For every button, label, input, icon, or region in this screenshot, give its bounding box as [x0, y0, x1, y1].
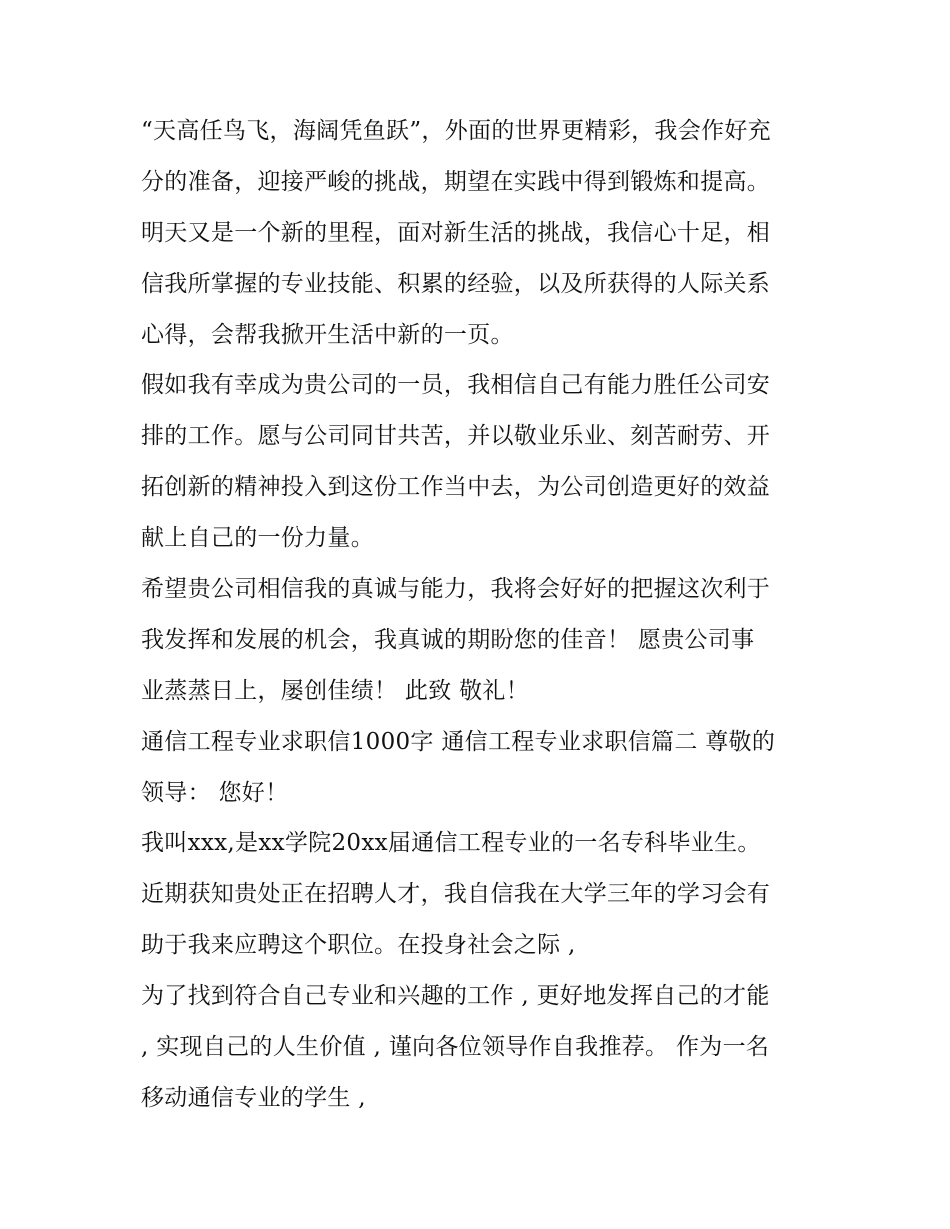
text-line-9: 献上自己的一份力量。: [141, 525, 374, 552]
text-line-5: 心得，会帮我掀开生活中新的一页。: [141, 321, 514, 348]
text-line-15: 我叫xxx,是xx学院20xx届通信工程专业的一名专科毕业生。: [141, 830, 761, 857]
text-line-6: 假如我有幸成为贵公司的一员，我相信自己有能力胜任公司安: [141, 372, 771, 399]
text-line-12: 业蒸蒸日上，屡创佳绩！ 此致 敬礼！: [141, 677, 530, 704]
text-line-18: 为了找到符合自己专业和兴趣的工作 , 更好地发挥自己的才能: [141, 983, 770, 1010]
text-line-2: 分的准备，迎接严峻的挑战，期望在实践中得到锻炼和提高。: [141, 168, 771, 195]
document-body: [141, 106, 821, 1124]
text-line-17: 助于我来应聘这个职位。在投身社会之际 ,: [141, 932, 576, 959]
text-line-16: 近期获知贵处正在招聘人才，我自信我在大学三年的学习会有: [141, 881, 771, 908]
text-line-10: 希望贵公司相信我的真诚与能力，我将会好好的把握这次利于: [141, 576, 771, 603]
text-line-14: 领导： 您好！: [141, 779, 289, 806]
text-line-4: 信我所掌握的专业技能、积累的经验，以及所获得的人际关系: [141, 270, 771, 297]
text-line-3: 明天又是一个新的里程，面对新生活的挑战，我信心十足，相: [141, 219, 771, 246]
text-line-20: 移动通信专业的学生 ,: [141, 1084, 366, 1111]
text-line-13: 通信工程专业求职信1000字 通信工程专业求职信篇二 尊敬的: [141, 728, 776, 755]
text-line-7: 排的工作。愿与公司同甘共苦，并以敬业乐业、刻苦耐劳、开: [141, 423, 771, 450]
text-line-8: 拓创新的精神投入到这份工作当中去，为公司创造更好的效益: [141, 474, 771, 501]
text-line-1: “天高任鸟飞，海阔凭鱼跃”，外面的世界更精彩，我会作好充: [141, 118, 771, 144]
text-line-11: 我发挥和发展的机会，我真诚的期盼您的佳音！ 愿贵公司事: [141, 626, 755, 653]
text-line-19: , 实现自己的人生价值 , 谨向各位领导作自我推荐。 作为一名: [141, 1034, 770, 1061]
